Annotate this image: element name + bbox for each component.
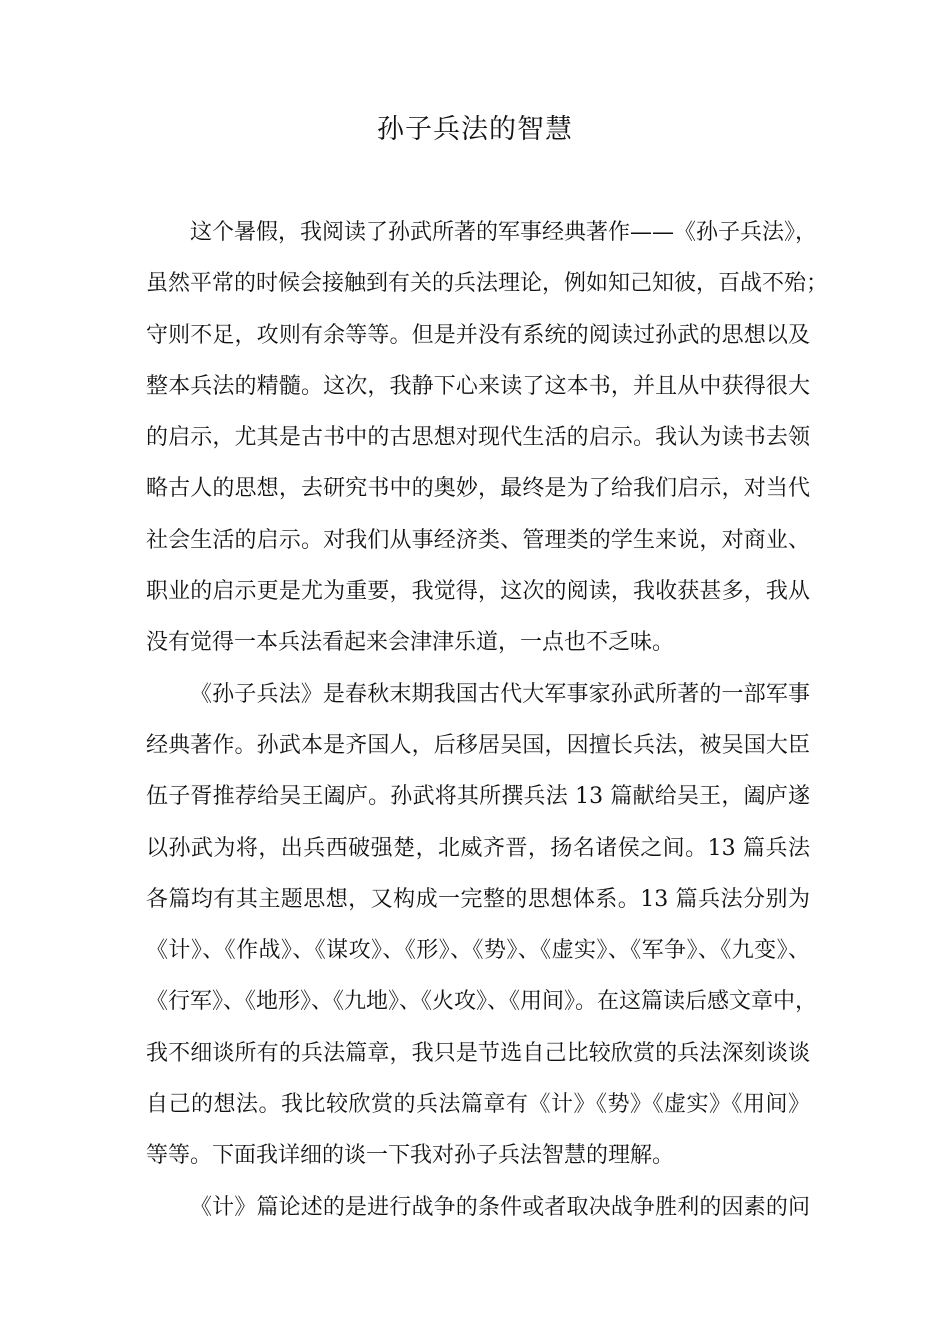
- text-line: 以孙武为将，出兵西破强楚，北威齐晋，扬名诸侯之间。13 篇兵法: [146, 835, 810, 861]
- text-line: 略古人的思想，去研究书中的奥妙，最终是为了给我们启示，对当代: [146, 476, 810, 502]
- text-line: 我不细谈所有的兵法篇章，我只是节选自己比较欣赏的兵法深刻谈谈: [146, 1040, 810, 1066]
- text-line: 《计》篇论述的是进行战争的条件或者取决战争胜利的因素的问: [190, 1194, 810, 1220]
- text-line: 《行军》、《地形》、《九地》、《火攻》、《用间》。在这篇读后感文章中，: [146, 989, 818, 1015]
- text-line: 这个暑假，我阅读了孙武所著的军事经典著作——《孙子兵法》，: [190, 220, 818, 245]
- text-line: 《计》、《作战》、《谋攻》、《形》、《势》、《虚实》、《军争》、《九变》、: [146, 938, 810, 964]
- document-title: 孙子兵法的智慧: [377, 114, 573, 145]
- text-line: 等等。下面我详细的谈一下我对孙子兵法智慧的理解。: [146, 1143, 675, 1169]
- text-line: 的启示，尤其是古书中的古思想对现代生活的启示。我认为读书去领: [146, 425, 810, 451]
- text-line: 虽然平常的时候会接触到有关的兵法理论，例如知己知彼，百战不殆；: [146, 271, 829, 297]
- text-line: 整本兵法的精髓。这次，我静下心来读了这本书，并且从中获得很大: [146, 373, 810, 399]
- text-line: 《孙子兵法》是春秋末期我国古代大军事家孙武所著的一部军事: [190, 681, 810, 707]
- text-line: 自己的想法。我比较欣赏的兵法篇章有《计》《势》《虚实》《用间》: [146, 1092, 810, 1118]
- text-line: 经典著作。孙武本是齐国人，后移居吴国，因擅长兵法，被吴国大臣: [146, 732, 810, 758]
- text-line: 各篇均有其主题思想，又构成一完整的思想体系。13 篇兵法分别为: [146, 886, 810, 912]
- text-line: 守则不足，攻则有余等等。但是并没有系统的阅读过孙武的思想以及: [146, 322, 810, 348]
- text-line: 没有觉得一本兵法看起来会津津乐道，一点也不乏味。: [146, 630, 675, 656]
- document-body: [146, 215, 829, 1241]
- text-line: 社会生活的启示。对我们从事经济类、管理类的学生来说，对商业、: [146, 527, 810, 553]
- text-line: 职业的启示更是尤为重要，我觉得，这次的阅读，我收获甚多，我从: [146, 579, 810, 605]
- text-line: 伍子胥推荐给吴王阖庐。孙武将其所撰兵法 13 篇献给吴王，阖庐遂: [146, 784, 810, 810]
